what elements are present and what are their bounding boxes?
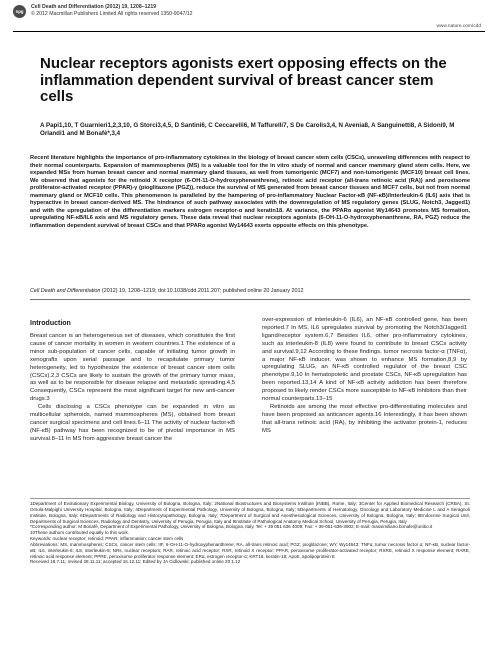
received-dates: Received 18.7.11; revised 28.11.11; accepted 16.12.11; Edited by JA Cidlowski; published online 20 1.12: [30, 559, 241, 565]
citation-line: [30, 288, 470, 295]
equal-contribution-note: 10These authors contributed equally to this work.: [30, 530, 130, 536]
body-paragraph: over-expression of interleukin-6 (IL6), an NF-κB controlled gene, has been reported.7 In MS, IL6 upregulates survival by promoting the Notch3/Jagged1 ligand/receptor system.6,7 Besides IL6, other pro-inflammatory cytokines, such as interleukin-8 (IL8) were found to contribute to breast CSCs activity and survival.9,12 According to these findings, tumor necrosis factor-α (TNFα), a major NF-κB inducer, was shown to enhance MS formation,8,9 by upregulating SLUG, an NF-κB controlled regulator of the breast CSC phenotype.9,10 In hematopoietic and prostate CSCs, NF-κB upregulation has been reported.13,14 A kind of NF-κB activity addiction has been therefore proposed to likely render CSCs more susceptible to NF-κB inhibitors than their normal counterparts.13–15: [262, 317, 467, 403]
citation-journal: Cell Death and Differentiation: [30, 288, 101, 294]
footnotes: [30, 501, 470, 565]
article-title: Nuclear receptors agonists exert opposing effects on the inflammation dependent survival of breast cancer stem cells: [40, 55, 447, 105]
abstract: Recent literature highlights the importance of pro-inflammatory cytokines in the biology of breast cancer stem cells (CSCs), unraveling differences with respect to their normal counterparts. Expansion of mammospheres (MS) is a valuable tool for the in vitro study of normal and cancer mammary gland stem cells. Here, we expanded MSs from human breast cancer and normal mammary gland tissues, as well from tumorigenic (MCF7) and non-tumorigenic (MCF10) breast cell lines. We observed that agonists for the retinoid X receptor (6-OH-11-O-hydroxyphenanthrene), retinoic acid receptor (all-trans retinoic acid (RA)) and peroxisome proliferator-activated receptor (PPAR)-γ (pioglitazone (PGZ)), reduce the survival of MS generated from breast cancer tissues and MCF7 cells, but not from normal mammary gland or MCF10 cells. This phenomenon is paralleled by the hampering of pro-inflammatory Nuclear Factor-κB (NF-κB)/Interleukin-6 (IL6) axis that is hyperactive in breast cancer-derived MS. The hindrance of such pathway associates with the downregulation of MS regulatory genes (SLUG, Notch3, Jagged1) and with the upregulation of the differentiation markers estrogen receptor-α and keratin18. At variance, the PPARα agonist Wy14643 promotes MS formation, upregulating NF-κB/IL6 axis and MS regulatory genes. These data reveal that nuclear receptors agonists (6-OH-11-O-hydroxyphenanthrene, RA, PGZ) reduce the inflammation dependent survival of breast CSCs and that PPARα agonist Wy14643 exerts opposite effects on this phenotype.: [30, 155, 470, 229]
abstract-divider: [30, 299, 470, 300]
corresponding-author: *Corresponding author: M Bonafè, Department of Experimental Pathology, University of Bologna, Bologna, Italy. Tel: + 39 051 636 4009; Fax: + 39-051-636-3902; E-mail: massimiliano.bonafe@unibo.it: [30, 524, 433, 530]
journal-line: Cell Death and Differentiation (2012) 19, 1208–1219: [31, 4, 157, 10]
journal-url-link[interactable]: www.nature.com/cdd: [436, 24, 481, 29]
keywords: Keywords: nuclear receptor; retinoid; PPAR; inflammation; cancer stem cells: [30, 536, 184, 542]
footnote-divider: [30, 498, 470, 499]
header-rule: [13, 31, 485, 32]
journal-info: [31, 4, 193, 17]
copyright-line: © 2012 Macmillan Publishers Limited All rights reserved 1350-9047/12: [31, 10, 193, 17]
npg-logo-icon: npg: [13, 5, 26, 18]
page-header: [13, 4, 485, 32]
citation-details: (2012) 19, 1208–1219; doi:10.1038/cdd.2011.207; published online 20 January 2012: [101, 288, 304, 294]
body-paragraph: Breast cancer is an heterogeneous set of diseases, which constitutes the first cause of cancer mortality in women in western countries.1 The existence of a minor sub-population of cancer cells, capable of initiating tumor growth in xenografts upon serial passage and to recapitulate primary tumor heterogeneity, led to hypothesize the existence of breast cancer stem cells (CSCs).2,3 CSCs are likely to sustain the growth of the primary tumor mass, as well as to be responsible for disease relapse and metastatic spreading.4,5 Consequently, CSCs represent the most significant target for new anti-cancer drugs.3: [30, 333, 235, 403]
affiliations: 1Department of Evolutionary Experimental Biology, University of Bologna, Bologna, Italy; 2National Biostructures and Biosystems Institute (INBB), Rome, Italy; 3Center for Applied Biomedical Research (CRBA), St. Orsola-Malpighi University Hospital, Bologna, Italy; 4Department of Experimental Pathology, University of Bologna, Bologna, Italy; 5Departments of Hematology, Oncology and Laboratory Medicine L and A Seragnoli Institute, Bologna, Italy; 6Departments of Radiology and Histocytopathology, Bologna, Italy; 7Department of Surgical and Anesthesiological Sciences, University of Bologna, Bologna, Italy; 8Endocrine Surgical Unit, Departments of Surgical Sciences, Radiology and Dentistry, University of Perugia, Perugia, Italy and 9Institute of Pathological Anatomy Medical School, University of Perugia, Perugia, Italy: [30, 501, 470, 524]
author-list: A Papi1,10, T Guarnieri1,2,3,10, G Storci3,4,5, D Santini6, C Ceccarelli6, M Taffurelli7, S De Carolis3,4, N Avenia8, A Sanguinetti8, A Sidoni9, M Orlandi1 and M Bonafè*,3,4: [40, 122, 455, 137]
body-column-right: [262, 317, 467, 436]
section-heading-introduction: Introduction: [30, 320, 71, 327]
body-paragraph: Retinoids are among the most effective pro-differentiating molecules and have been proposed as anticancer agents.16 Interestingly, it has been shown that all-trans retinoic acid (RA), by inhibiting the activator protein-1, reduces MS: [262, 403, 467, 434]
abbreviations: Abbreviations: MS, mammospheres; CSCs, cancer stem cells; IIF, 6-OH-11-O-hydroxyphenanthrene; RA, all-trans retinoic acid; PGZ, pioglitazone; WY, Wy14643; TNFα, tumor necrosis factor α; NF-κB, nuclear factor-κB; IL6, interleukin-6; IL8, interleukin-8; NRs, nuclear receptors; RAR, retinoic acid receptor; RXR, retinoid X receptor; PPAR, peroxisome proliferator-activated receptor; RXRE, retinoid X response element; RARE, retinoic acid response element; PPRE, peroxisome proliferator response element; ERα, estrogen receptor-α; KRT18, keratin-18; ApoE, apolipoprotein E: [30, 541, 470, 559]
body-paragraph: Cells disclosing a CSCs phenotype can be expanded in vitro as multicellular spheroids, named mammospheres (MS), obtained from breast cancer surgical specimens and cell lines.6–11 The activity of nuclear factor-κB (NF-κB) pathway has been recognized to be of pivotal importance in MS survival.8–11 In MS from aggressive breast cancer the: [30, 404, 235, 442]
body-column-left: [30, 333, 235, 444]
